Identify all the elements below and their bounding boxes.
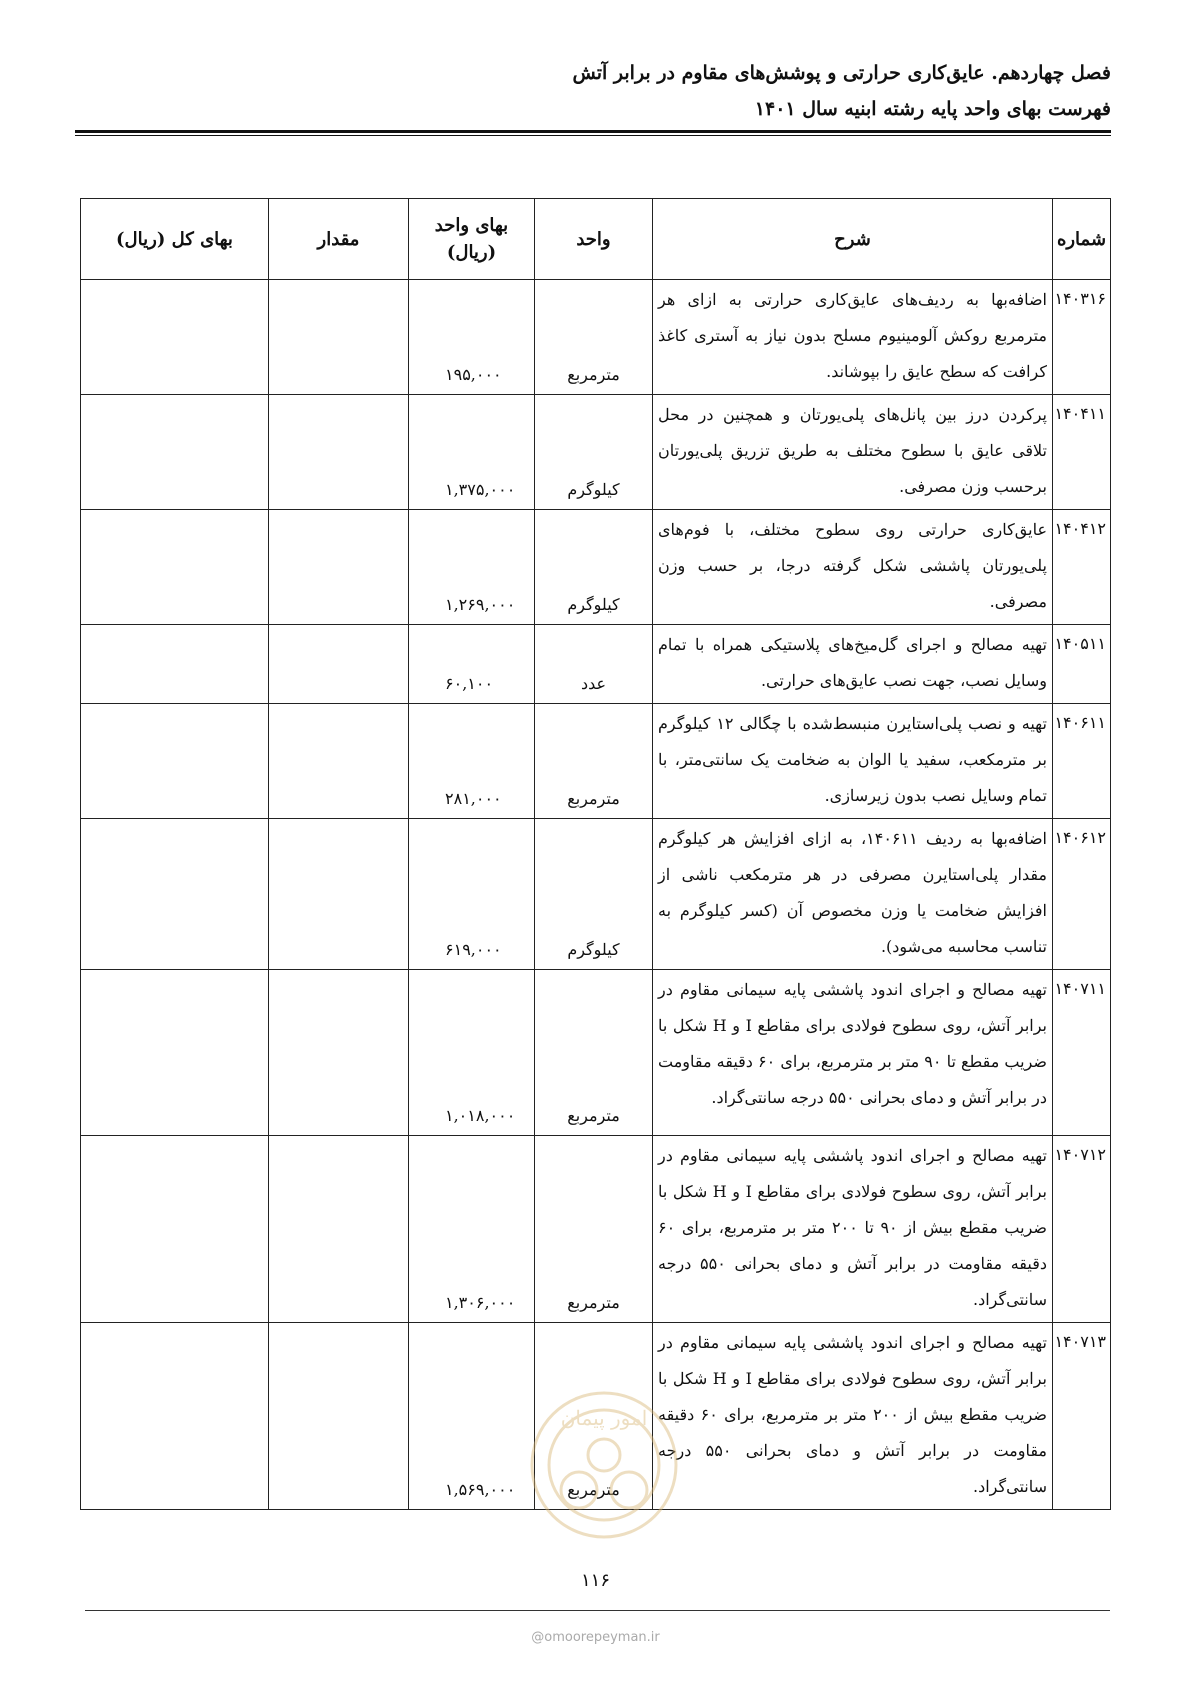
header-quantity: مقدار (269, 199, 409, 280)
row-unit: کیلوگرم (535, 819, 653, 970)
footer-website: @omoorepeyman.ir (531, 1630, 660, 1645)
row-unit: کیلوگرم (535, 395, 653, 510)
row-unit-price: ۱,۳۰۶,۰۰۰ (409, 1136, 535, 1323)
header-rule-thick (75, 130, 1111, 133)
row-total-price (81, 510, 269, 625)
row-total-price (81, 625, 269, 704)
row-description: تهیه مصالح و اجرای اندود پاششی پایه سیمانی مقاوم در برابر آتش، روی سطوح فولادی برای مقاطع I و H شکل با ضریب مقطع بیش از ۹۰ تا ۲۰۰ متر بر مترمربع، برای ۶۰ دقیقه مقاومت در برابر آتش و دمای بحرانی ۵۵۰ درجه سانتی‌گراد. (653, 1136, 1053, 1323)
seal-text: امور پیمان (560, 1406, 648, 1430)
footer-rule (85, 1610, 1110, 1611)
row-quantity (269, 970, 409, 1136)
header-rule-thin (75, 135, 1111, 136)
table-row (81, 704, 1111, 819)
row-description: اضافه‌بها به ردیف ۱۴۰۶۱۱، به ازای افزایش هر کیلوگرم مقدار پلی‌استایرن مصرفی در هر مترمکعب ناشی از افزایش ضخامت یا وزن مخصوص آن (کسر کیلوگرم به تناسب محاسبه می‌شود). (653, 819, 1053, 970)
table-row (81, 1136, 1111, 1323)
row-total-price (81, 395, 269, 510)
table-row (81, 280, 1111, 395)
row-unit: مترمربع (535, 704, 653, 819)
row-code: ۱۴۰۶۱۲ (1053, 819, 1111, 970)
header-description: شرح (653, 199, 1053, 280)
table-row (81, 395, 1111, 510)
header-unit-price-line2: (ریال) (446, 242, 497, 263)
header-unit-price-line1: بهای واحد (434, 215, 509, 236)
row-unit-price: ۱,۰۱۸,۰۰۰ (409, 970, 535, 1136)
row-code: ۱۴۰۶۱۱ (1053, 704, 1111, 819)
header-total-price: بهای کل (ریال) (81, 199, 269, 280)
row-quantity (269, 1323, 409, 1510)
row-description: عایق‌کاری حرارتی روی سطوح مختلف، با فوم‌های پلی‌یورتان پاششی شکل گرفته درجا، بر حسب وزن مصرفی. (653, 510, 1053, 625)
row-code: ۱۴۰۷۱۱ (1053, 970, 1111, 1136)
row-quantity (269, 280, 409, 395)
row-unit-price: ۶۰,۱۰۰ (409, 625, 535, 704)
row-total-price (81, 704, 269, 819)
row-quantity (269, 819, 409, 970)
row-code: ۱۴۰۴۱۲ (1053, 510, 1111, 625)
table-row (81, 970, 1111, 1136)
row-unit: مترمربع (535, 280, 653, 395)
page-number: ۱۱۶ (580, 1570, 610, 1591)
table-row (81, 819, 1111, 970)
row-code: ۱۴۰۵۱۱ (1053, 625, 1111, 704)
row-description: پرکردن درز بین پانل‌های پلی‌یورتان و همچنین در محل تلاقی عایق با سطوح مختلف به طریق تزریق پلی‌یورتان برحسب وزن مصرفی. (653, 395, 1053, 510)
row-unit: مترمربع (535, 970, 653, 1136)
row-description: اضافه‌بها به ردیف‌های عایق‌کاری حرارتی به ازای هر مترمربع روکش آلومینیوم مسلح بدون نیاز به آستری کاغذ کرافت که سطح عایق را بپوشاند. (653, 280, 1053, 395)
row-description: تهیه مصالح و اجرای اندود پاششی پایه سیمانی مقاوم در برابر آتش، روی سطوح فولادی برای مقاطع I و H شکل با ضریب مقطع بیش از ۲۰۰ متر بر مترمربع، برای ۶۰ دقیقه مقاومت در برابر آتش و دمای بحرانی ۵۵۰ درجه سانتی‌گراد. (653, 1323, 1053, 1510)
row-total-price (81, 970, 269, 1136)
row-quantity (269, 510, 409, 625)
row-quantity (269, 704, 409, 819)
seal-watermark-icon (509, 1380, 699, 1560)
row-total-price (81, 1136, 269, 1323)
row-unit: کیلوگرم (535, 510, 653, 625)
row-unit-price: ۱۹۵,۰۰۰ (409, 280, 535, 395)
row-total-price (81, 280, 269, 395)
row-unit: مترمربع (535, 1323, 653, 1510)
row-unit-price: ۱,۲۶۹,۰۰۰ (409, 510, 535, 625)
row-unit-price: ۶۱۹,۰۰۰ (409, 819, 535, 970)
header-unit-price (409, 199, 535, 280)
header-code: شماره (1053, 199, 1111, 280)
document-subtitle: فهرست بهای واحد پایه رشته ابنیه سال ۱۴۰۱ (754, 98, 1111, 120)
row-unit-price: ۱,۳۷۵,۰۰۰ (409, 395, 535, 510)
header-unit: واحد (535, 199, 653, 280)
row-quantity (269, 1136, 409, 1323)
row-total-price (81, 819, 269, 970)
row-code: ۱۴۰۳۱۶ (1053, 280, 1111, 395)
row-unit-price: ۲۸۱,۰۰۰ (409, 704, 535, 819)
chapter-title: فصل چهاردهم. عایق‌کاری حرارتی و پوشش‌های مقاوم در برابر آتش (572, 62, 1111, 84)
table-header-row (81, 199, 1111, 280)
table-row (81, 625, 1111, 704)
row-description: تهیه مصالح و اجرای گل‌میخ‌های پلاستیکی همراه با تمام وسایل نصب، جهت نصب عایق‌های حرارتی. (653, 625, 1053, 704)
row-description: تهیه و نصب پلی‌استایرن منبسط‌شده با چگالی ۱۲ کیلوگرم بر مترمکعب، سفید یا الوان به ضخامت یک سانتی‌متر، با تمام وسایل نصب بدون زیرسازی. (653, 704, 1053, 819)
row-quantity (269, 395, 409, 510)
row-unit-price: ۱,۵۶۹,۰۰۰ (409, 1323, 535, 1510)
row-code: ۱۴۰۷۱۳ (1053, 1323, 1111, 1510)
price-table (80, 198, 1111, 1510)
table-row (81, 510, 1111, 625)
row-unit: عدد (535, 625, 653, 704)
row-total-price (81, 1323, 269, 1510)
row-unit: مترمربع (535, 1136, 653, 1323)
row-code: ۱۴۰۷۱۲ (1053, 1136, 1111, 1323)
row-description: تهیه مصالح و اجرای اندود پاششی پایه سیمانی مقاوم در برابر آتش، روی سطوح فولادی برای مقاطع I و H شکل با ضریب مقطع تا ۹۰ متر بر مترمربع، برای ۶۰ دقیقه مقاومت در برابر آتش و دمای بحرانی ۵۵۰ درجه سانتی‌گراد. (653, 970, 1053, 1136)
row-quantity (269, 625, 409, 704)
row-code: ۱۴۰۴۱۱ (1053, 395, 1111, 510)
